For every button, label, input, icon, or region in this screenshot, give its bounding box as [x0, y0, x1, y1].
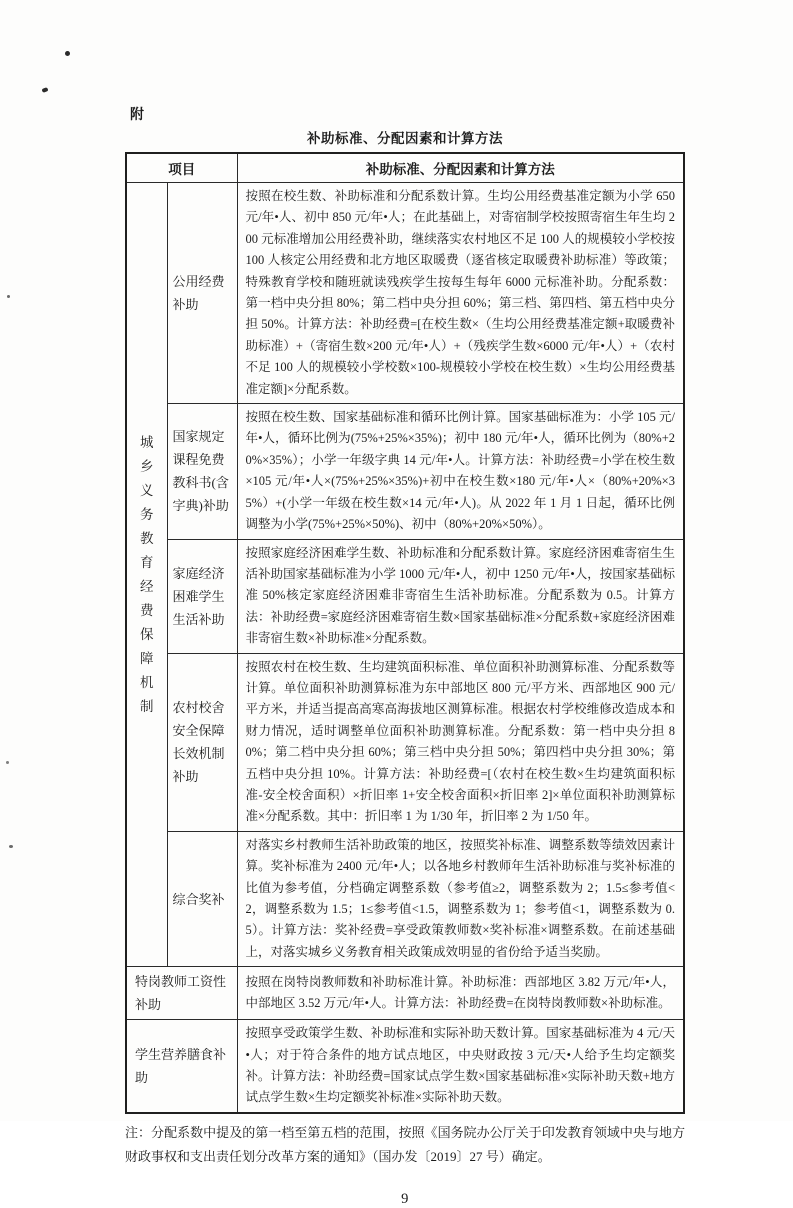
table-row-rural-buildings — [126, 653, 684, 831]
row-label: 农村校舍安全保障长效机制补助 — [167, 653, 237, 831]
scan-speck — [6, 761, 9, 764]
table-row-textbooks — [126, 404, 684, 539]
header-method: 补助标准、分配因素和计算方法 — [237, 153, 684, 183]
footnote: 注：分配系数中提及的第一档至第五档的范围，按照《国务院办公厅关于印发教育领域中央与地方财政事权和支出责任划分改革方案的通知》（国办发〔2019〕27 号）确定。 — [125, 1124, 685, 1164]
group-label: 城乡义务教育经费保障机制 — [140, 434, 154, 714]
row-label: 公用经费补助 — [167, 183, 237, 404]
document-body — [125, 127, 685, 1208]
row-label: 学生营养膳食补助 — [126, 1020, 237, 1113]
row-label: 综合奖补 — [167, 831, 237, 966]
group-cell — [126, 183, 167, 967]
scan-speck — [9, 845, 13, 848]
row-content: 按照享受政策学生数、补助标准和实际补助天数计算。国家基础标准为 4 元/天•人；对于符合条件的地方试点地区，中央财政按 3 元/天•人给予生均定额奖补。计算方法：补助经费=国家试点学生数×国家基础标准×实际补助天数+地方试点学生数×生均定额奖补标准×实际补助天数。 — [237, 1020, 684, 1113]
page-number: 9 — [401, 1190, 409, 1207]
doc-title: 补助标准、分配因素和计算方法 — [307, 131, 503, 146]
row-content: 按照在校生数、补助标准和分配系数计算。生均公用经费基准定额为小学 650 元/年•人、初中 850 元/年•人；在此基础上，对寄宿制学校按照寄宿生年生均 200 元标准增加公用经费补助，继续落实农村地区不足 100 人的规模较小学校按 100 人核定公用经费和北方地区取暖费（逐省核定取暖费补助标准）等政策；特殊教育学校和随班就读残疾学生按每生每年 6000 元标准补助。分配系数：第一档中央分担 80%；第二档中央分担 60%；第三档、第四档、第五档中央分担 50%。计算方法：补助经费=[在校生数×（生均公用经费基准定额+取暖费补助标准）+（寄宿生数×200 元/年•人）+（残疾学生数×6000 元/年•人）+（农村不足 100 人的规模较小学校数×100-规模较小学校在校生数）×生均公用经费基准定额]×分配系数。 — [237, 183, 684, 404]
row-content: 按照在岗特岗教师数和补助标准计算。补助标准：西部地区 3.82 万元/年•人，中部地区 3.52 万元/年•人。计算方法：补助经费=在岗特岗教师数×补助标准。 — [237, 967, 684, 1020]
row-content: 按照农村在校生数、生均建筑面积标准、单位面积补助测算标准、分配系数等计算。单位面积补助测算标准为东中部地区 800 元/平方米、西部地区 900 元/平方米，并适当提高高寒高海拔地区测算标准。根据农村学校维修改造成本和财力情况，适时调整单位面积补助测算标准。分配系数：第一档中央分担 80%；第二档中央分担 60%；第三档中央分担 50%；第四档中央分担 30%；第五档中央分担 10%。计算方法：补助经费=[（农村在校生数×生均建筑面积标准-安全校舍面积）×折旧率 1+安全校舍面积×折旧率 2]×单位面积补助测算标准×分配系数。其中：折旧率 1 为 1/30 年，折旧率 2 为 1/50 年。 — [237, 653, 684, 831]
table-row-nutrition-meal — [126, 1020, 684, 1113]
scan-speck — [65, 51, 70, 56]
header-project: 项目 — [126, 153, 237, 183]
attachment-label: 附 — [130, 108, 145, 123]
table-header-row — [126, 153, 684, 183]
row-content: 对落实乡村教师生活补助政策的地区，按照奖补标准、调整系数等绩效因素计算。奖补标准为 2400 元/年•人；以各地乡村教师年生活补助标准与奖补标准的比值为参考值，分档确定调整系数（参考值≥2，调整系数为 2；1.5≤参考值<2，调整系数为 1.5；1≤参考值<1.5，调整系数为 1；参考值<1，调整系数为 0.5）。计算方法：奖补经费=享受政策教师数×奖补标准×调整系数。在前述基础上，对落实城乡义务教育相关政策成效明显的省份给予适当奖励。 — [237, 831, 684, 966]
row-content: 按照在校生数、国家基础标准和循环比例计算。国家基础标准为：小学 105 元/年•人，循环比例为(75%+25%×35%)；初中 180 元/年•人，循环比例为（80%+20%×35%）；小学一年级字典 14 元/年•人。计算方法：补助经费=小学在校生数×105 元/年•人×(75%+25%×35%)+初中在校生数×180 元/年•人×（80%+20%×35%）+(小学一年级在校生数×14 元/年•人)。从 2022 年 1 月 1 日起，循环比例调整为小学(75%+25%×50%)、初中（80%+20%×50%）。 — [237, 404, 684, 539]
table-row-public-funds — [126, 183, 684, 404]
row-label: 国家规定课程免费教科书(含字典)补助 — [167, 404, 237, 539]
row-label: 特岗教师工资性补助 — [126, 967, 237, 1020]
row-label: 家庭经济困难学生生活补助 — [167, 539, 237, 653]
row-content: 按照家庭经济困难学生数、补助标准和分配系数计算。家庭经济困难寄宿生生活补助国家基础标准为小学 1000 元/年•人，初中 1250 元/年•人，按国家基础标准 50%核定家庭经济困难非寄宿生生活补助标准。分配系数为 0.5。计算方法：补助经费=家庭经济困难寄宿生数×国家基础标准×分配系数+家庭经济困难非寄宿生数×补助标准×分配系数。 — [237, 539, 684, 653]
table-row-comprehensive-award — [126, 831, 684, 966]
scan-speck — [41, 87, 48, 93]
subsidy-table — [125, 152, 685, 1114]
table-row-special-post-teachers — [126, 967, 684, 1020]
table-row-poor-students — [126, 539, 684, 653]
scan-speck — [7, 295, 10, 298]
